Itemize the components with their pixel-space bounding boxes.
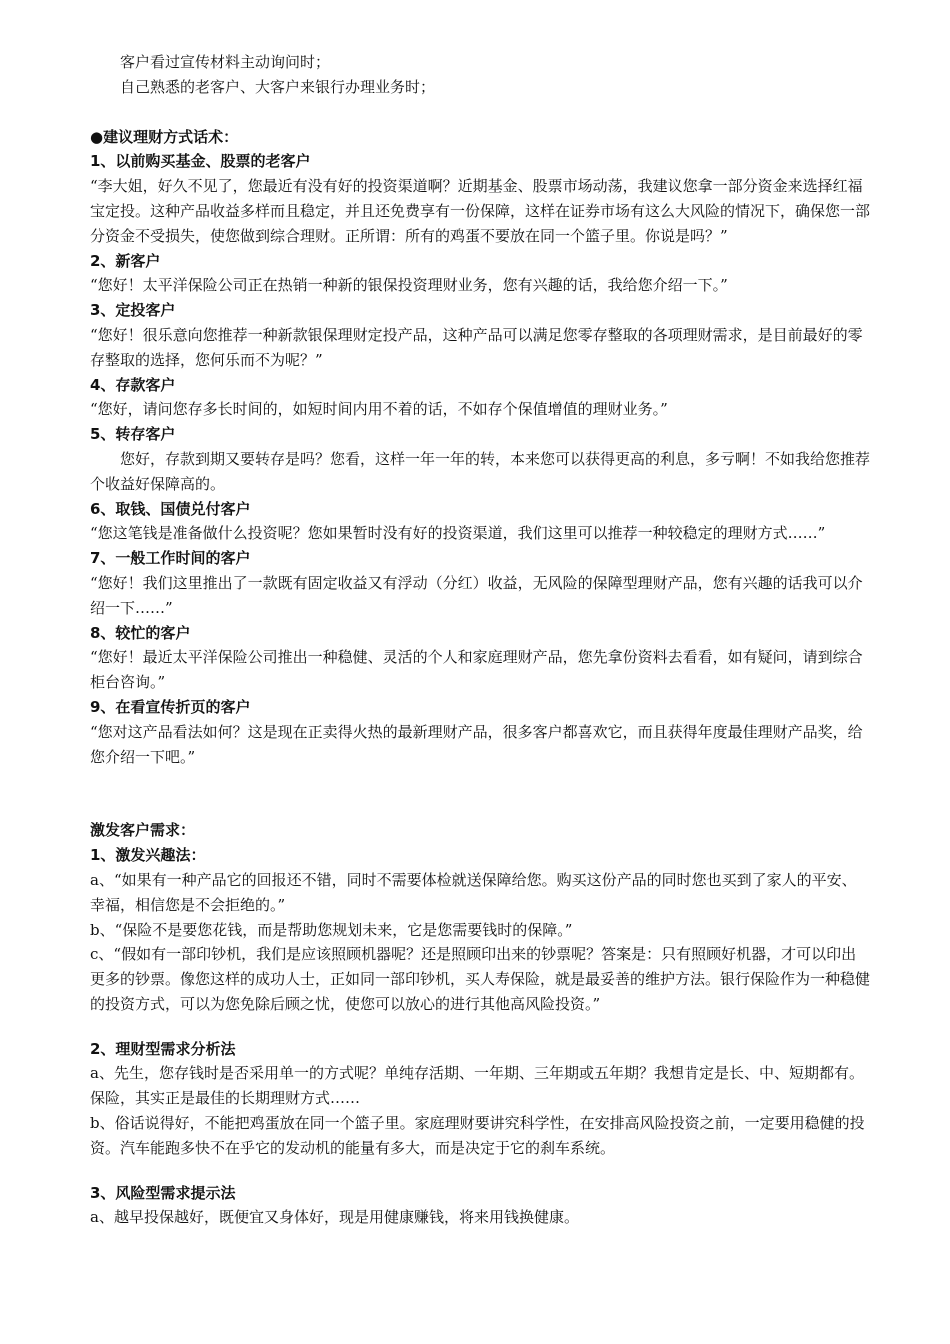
sub-heading: 1、激发兴趣法： <box>90 846 206 865</box>
item-text: “您好！我们这里推出了一款既有固定收益又有浮动（分红）收益，无风险的保障型理财产品，您有兴趣的话我可以介绍一下……” <box>90 573 863 617</box>
item-text: “您这笔钱是准备做什么投资呢？您如果暂时没有好的投资渠道，我们这里可以推荐一种较稳定的理财方式……” <box>90 524 826 543</box>
intro-line: 客户看过宣传材料主动询问时； <box>120 53 331 71</box>
sub-item: a、越早投保越好，既便宜又身体好，现是用健康赚钱，将来用钱换健康。 <box>90 1208 579 1227</box>
sub-item: a、“如果有一种产品它的回报还不错，同时不需要体检就送保障给您。购买这份产品的同时您也买到了家人的平安、幸福，相信您是不会拒绝的。” <box>90 870 857 914</box>
item-text: 您好，存款到期又要转存是吗？您看，这样一年一年的转，本来您可以获得更高的利息，多亏啊！不如我给您推荐个收益好保障高的。 <box>90 449 871 493</box>
sub-item: b、俗话说得好，不能把鸡蛋放在同一个篮子里。家庭理财要讲究科学性，在安排高风险投资之前，一定要用稳健的投资。汽车能跑多快不在乎它的发动机的能量有多大，而是决定于它的刹车系统。 <box>90 1114 865 1157</box>
item-text: “您对这产品看法如何？这是现在正卖得火热的最新理财产品，很多客户都喜欢它，而且获得年度最佳理财产品奖，给您介绍一下吧。” <box>90 722 863 766</box>
sub-item: a、先生，您存钱时是否采用单一的方式呢？单纯存活期、一年期、三年期或五年期？我想肯定是长、中、短期都有。保险，其实正是最佳的长期理财方式…… <box>90 1064 864 1108</box>
item-text: “您好！最近太平洋保险公司推出一种稳健、灵活的个人和家庭理财产品，您先拿份资料去看看，如有疑问，请到综合柜台咨询。” <box>90 648 863 692</box>
item-text: “您好！很乐意向您推荐一种新款银保理财定投产品，这种产品可以满足您零存整取的各项理财需求，是目前最好的零存整取的选择，您何乐而不为呢？” <box>90 325 863 369</box>
item-heading: 2、新客户 <box>90 251 161 270</box>
item-heading: 5、转存客户 <box>90 425 176 444</box>
section-title: ●建议理财方式话术： <box>90 127 239 146</box>
item-heading: 3、定投客户 <box>90 301 176 320</box>
item-heading: 8、较忙的客户 <box>90 623 191 642</box>
sub-item: b、“保险不是要您花钱，而是帮助您规划未来，它是您需要钱时的保障。” <box>90 920 573 939</box>
item-heading: 6、取钱、国债兑付客户 <box>90 499 251 518</box>
document-page <box>90 50 870 1230</box>
item-heading: 9、在看宣传折页的客户 <box>90 697 251 716</box>
item-heading: 4、存款客户 <box>90 375 176 394</box>
sub-heading: 3、风险型需求提示法 <box>90 1183 236 1202</box>
item-text: “您好！太平洋保险公司正在热销一种新的银保投资理财业务，您有兴趣的话，我给您介绍一下。” <box>90 276 728 295</box>
item-heading: 7、一般工作时间的客户 <box>90 549 251 568</box>
section-title: 激发客户需求： <box>90 821 196 840</box>
sub-item: c、“假如有一部印钞机，我们是应该照顾机器呢？还是照顾印出来的钞票呢？答案是：只有照顾好机器，才可以印出更多的钞票。像您这样的成功人士，正如同一部印钞机，买人寿保险，就是最妥善的维护方法。银行保险作为一种稳健的投资方式，可以为您免除后顾之忧，使您可以放心的进行其他高风险投资。” <box>90 945 871 1013</box>
item-heading: 1、以前购买基金、股票的老客户 <box>90 152 311 171</box>
sub-heading: 2、理财型需求分析法 <box>90 1039 236 1058</box>
item-text: “李大姐，好久不见了，您最近有没有好的投资渠道啊？近期基金、股票市场动荡，我建议您拿一部分资金来选择红福宝定投。这种产品收益多样而且稳定，并且还免费享有一份保障，这样在证券市场有这么大风险的情况下，确保您一部分资金不受损失，使您做到综合理财。正所谓：所有的鸡蛋不要放在同一个篮子里。你说是吗？” <box>90 177 871 245</box>
intro-line: 自己熟悉的老客户、大客户来银行办理业务时； <box>120 77 436 96</box>
item-text: “您好，请问您存多长时间的，如短时间内用不着的话，不如存个保值增值的理财业务。” <box>90 400 668 419</box>
